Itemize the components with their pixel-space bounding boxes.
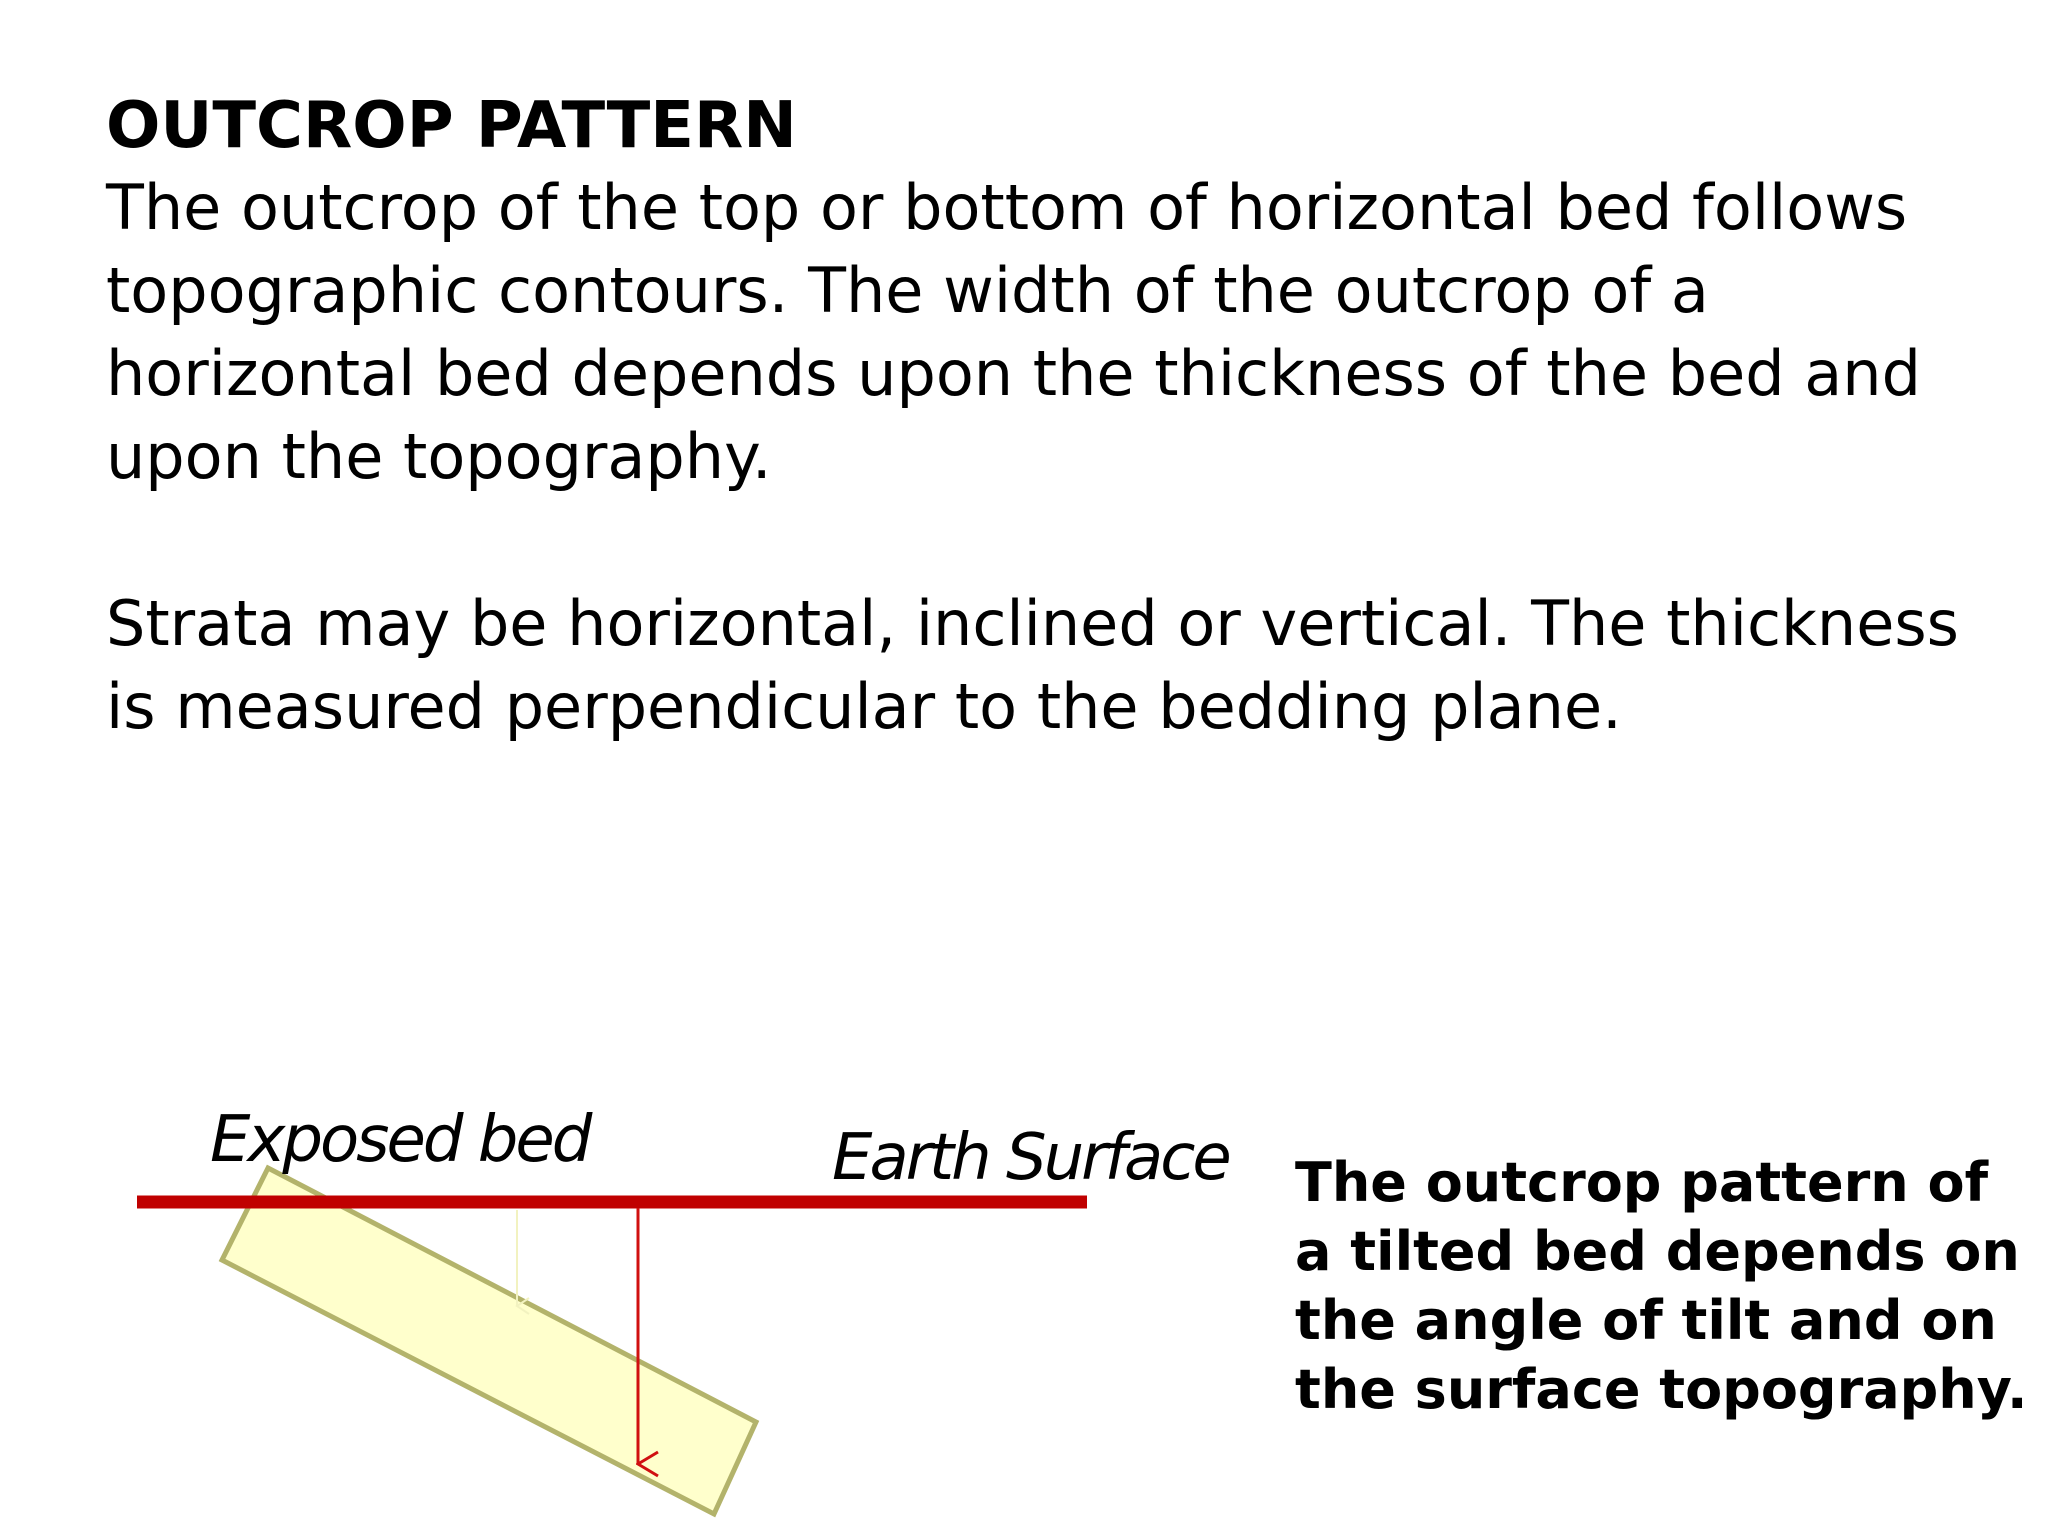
caption-line: the angle of tilt and on bbox=[1295, 1289, 1997, 1352]
paragraph-line: is measured perpendicular to the bedding plane. bbox=[106, 670, 1622, 743]
earth-surface-label: Earth Surface bbox=[832, 1121, 1229, 1195]
caption-line: The outcrop pattern of bbox=[1295, 1151, 1989, 1214]
tilted-bed-caption bbox=[1295, 1148, 2028, 1424]
paragraph-line: Strata may be horizontal, inclined or vertical. The thickness bbox=[106, 587, 1959, 660]
caption-line: the surface topography. bbox=[1295, 1358, 2028, 1421]
paragraph-line: topographic contours. The width of the outcrop of a bbox=[106, 254, 1709, 327]
exposed-bed-label: Exposed bed bbox=[210, 1103, 590, 1177]
slide-title: OUTCROP PATTERN bbox=[106, 89, 797, 163]
paragraph-line: The outcrop of the top or bottom of horizontal bed follows bbox=[106, 171, 1908, 244]
tilted-bed-shape bbox=[222, 1168, 756, 1514]
paragraph-line: upon the topography. bbox=[106, 420, 772, 493]
paragraph-line: horizontal bed depends upon the thickness of the bed and bbox=[106, 337, 1921, 410]
caption-line: a tilted bed depends on bbox=[1295, 1220, 2020, 1283]
